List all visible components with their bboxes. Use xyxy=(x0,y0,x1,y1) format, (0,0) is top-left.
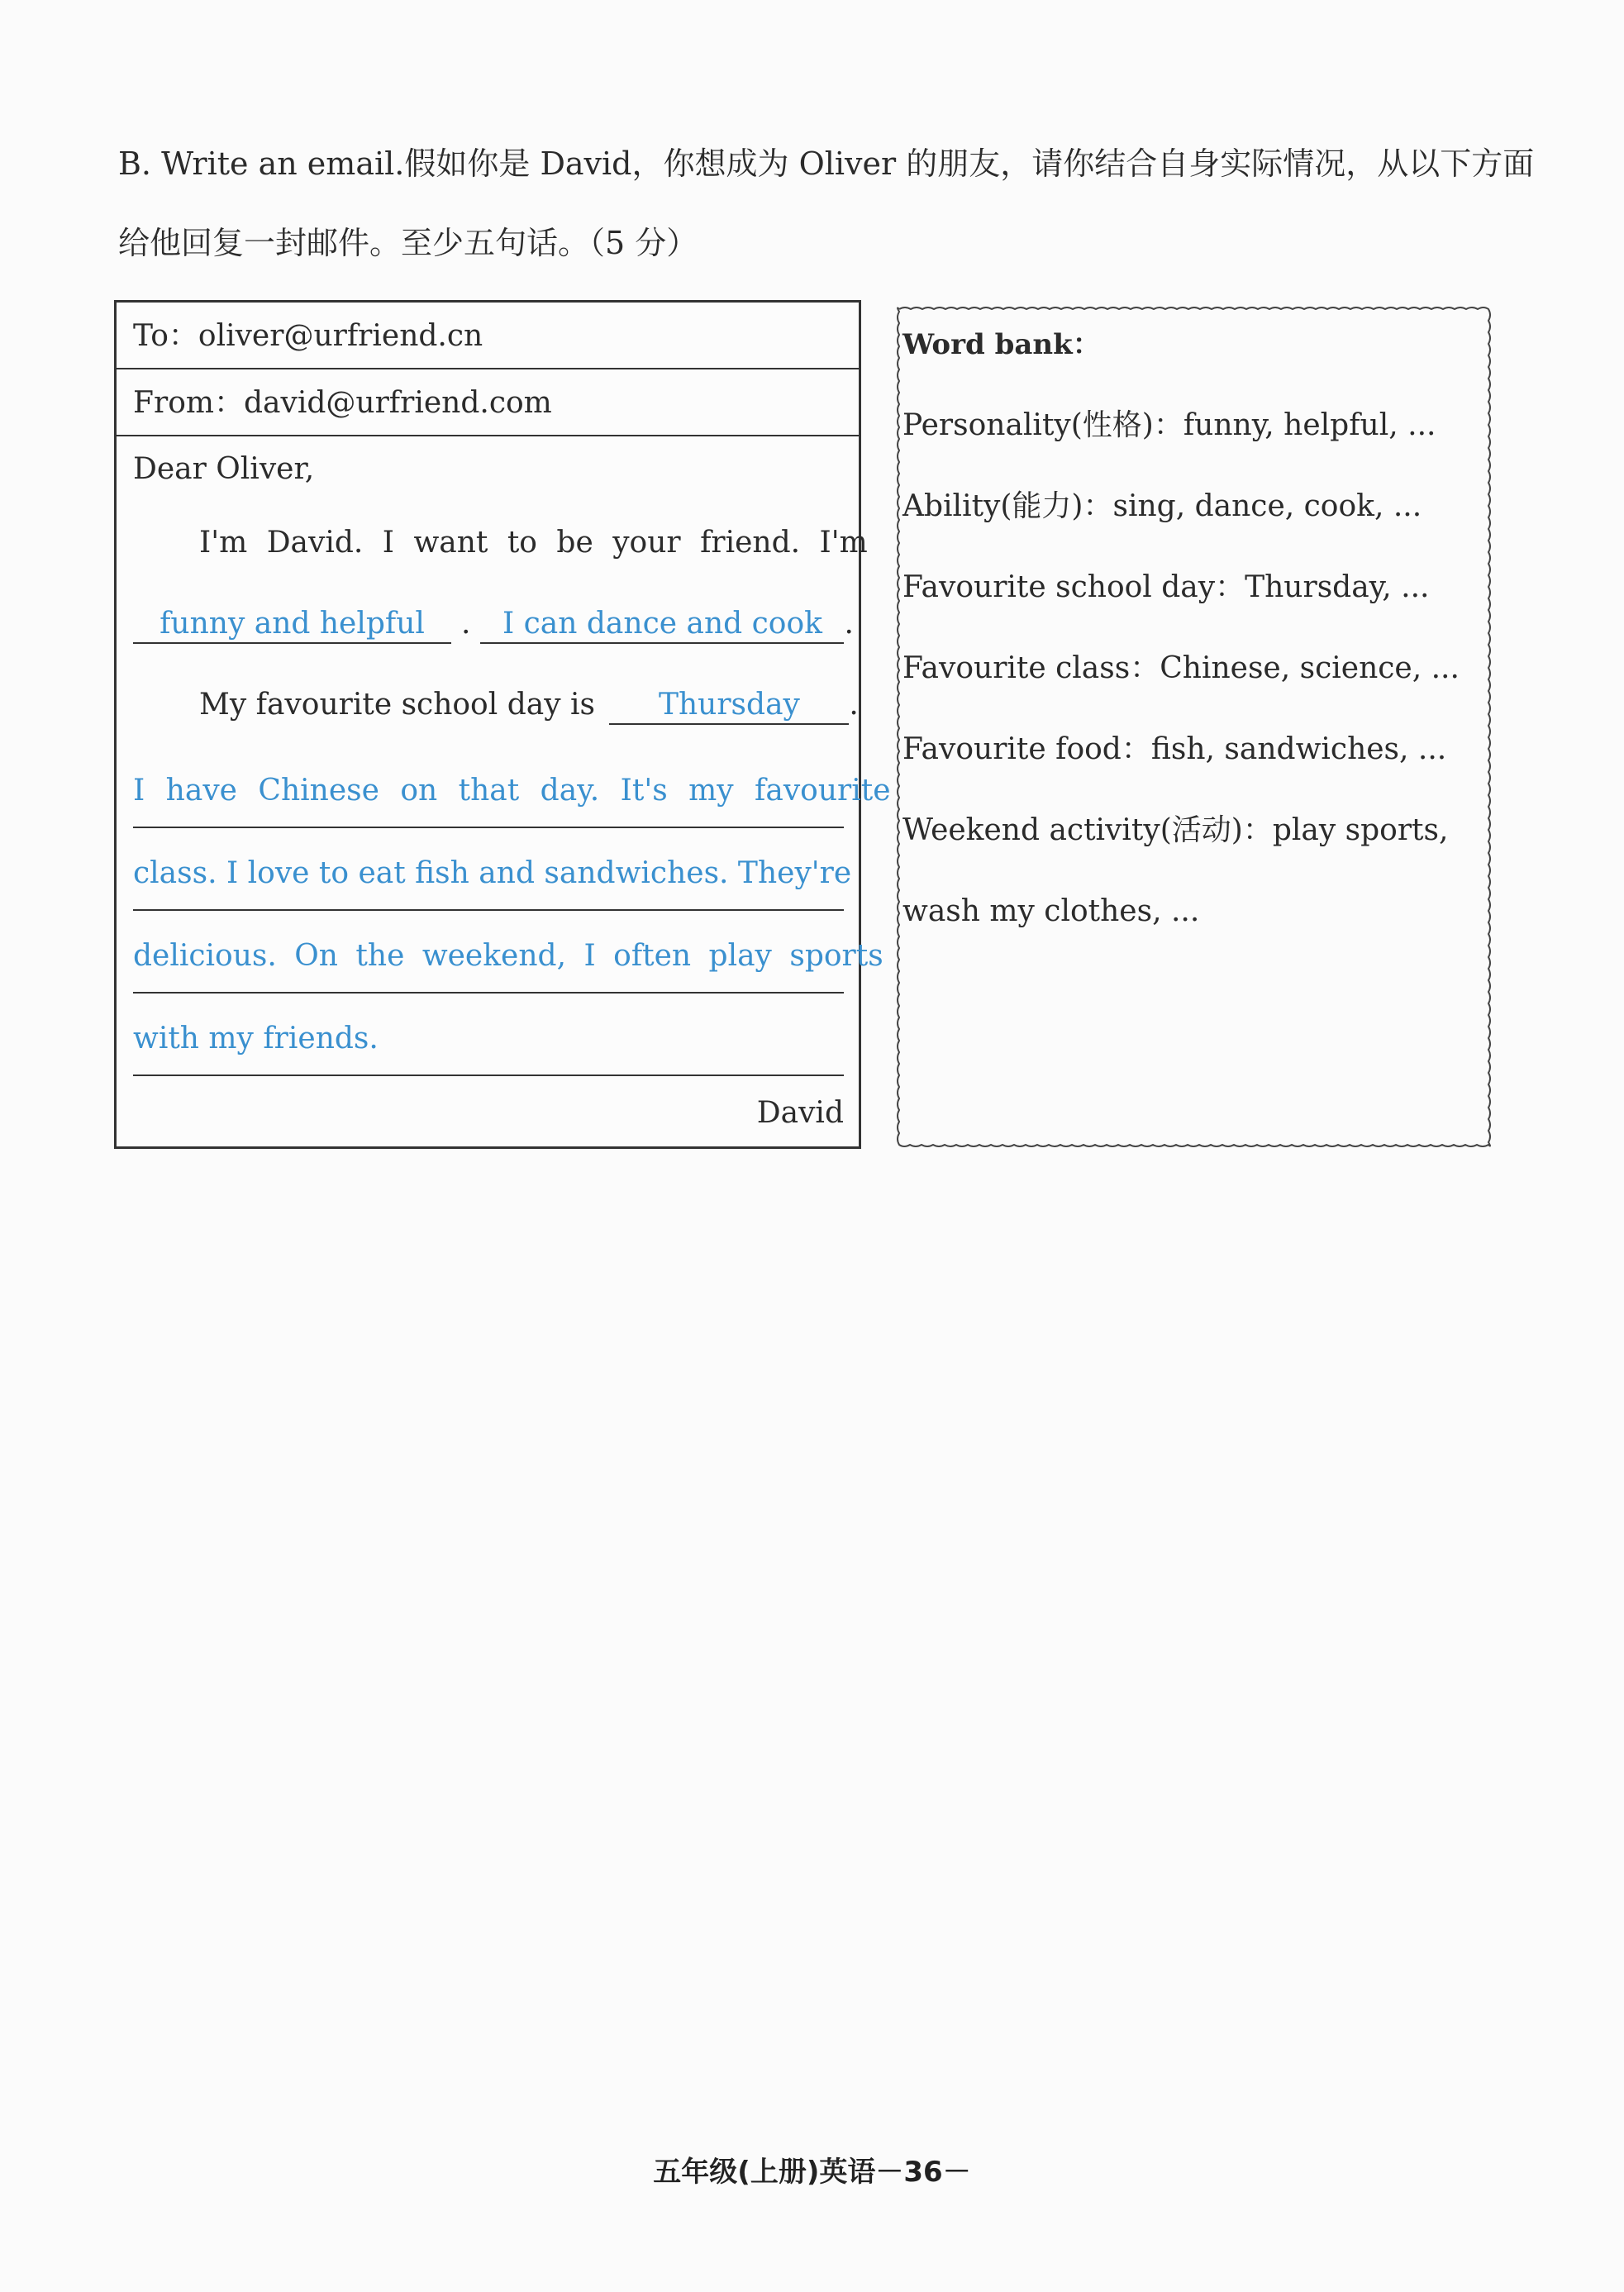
email-to-field: To：oliver@urfriend.cn xyxy=(117,303,859,369)
answer-blank-ability[interactable]: I can dance and cook xyxy=(480,609,844,644)
instruction xyxy=(118,124,1535,283)
email-from-field: From：david@urfriend.com xyxy=(117,369,859,436)
word-bank-item: Weekend activity(活动)：play sports, xyxy=(902,813,1449,847)
email-signature: David xyxy=(756,1096,844,1130)
word-bank-item: Favourite school day：Thursday, ... xyxy=(902,570,1430,604)
period: . xyxy=(849,688,859,722)
word-bank-box xyxy=(894,304,1493,1150)
answer-line-3[interactable] xyxy=(133,911,883,994)
instruction-line-2: 给他回复一封邮件。至少五句话。（5 分） xyxy=(118,225,698,261)
answer-line-2-text: class. I love to eat fish and sandwiches. They're xyxy=(133,856,852,890)
word-bank-item: Favourite class：Chinese, science, ... xyxy=(902,651,1460,685)
period: . xyxy=(461,607,471,641)
email-intro-text: I'm David. I want to be your friend. I'm xyxy=(199,526,868,560)
period: . xyxy=(844,607,854,641)
word-bank-item: Favourite food：fish, sandwiches, ... xyxy=(902,732,1447,766)
answer-line-2[interactable] xyxy=(133,828,852,911)
school-day-prefix: My favourite school day is xyxy=(199,688,595,722)
answer-blank-school-day[interactable]: Thursday xyxy=(609,690,849,725)
answer-line-3-text: delicious. On the weekend, I often play sports xyxy=(133,939,883,973)
answer-blank-personality[interactable]: funny and helpful xyxy=(133,609,451,644)
email-body xyxy=(117,436,891,1151)
email-form xyxy=(114,300,891,1149)
word-bank-content xyxy=(902,304,1489,952)
word-bank-item: wash my clothes, ... xyxy=(902,894,1200,928)
email-greeting: Dear Oliver, xyxy=(133,452,315,486)
word-bank-title: Word bank： xyxy=(902,328,1101,361)
answer-line-4[interactable] xyxy=(133,994,844,1076)
email-school-day-line xyxy=(133,665,859,746)
word-bank-item: Personality(性格)：funny, helpful, ... xyxy=(902,408,1436,442)
email-intro xyxy=(133,503,868,584)
page-footer: 五年级(上册)英语－36－ xyxy=(653,2156,971,2189)
answer-line-1-text: I have Chinese on that day. It's my favourite xyxy=(133,774,891,808)
email-blanks-line xyxy=(133,584,854,665)
word-bank-item: Ability(能力)：sing, dance, cook, ... xyxy=(902,489,1422,523)
instruction-line-1: B. Write an email.假如你是 David，你想成为 Oliver 的朋友，请你结合自身实际情况，从以下方面 xyxy=(118,145,1535,182)
answer-line-4-text: with my friends. xyxy=(133,1022,379,1055)
answer-line-1[interactable] xyxy=(133,746,891,828)
